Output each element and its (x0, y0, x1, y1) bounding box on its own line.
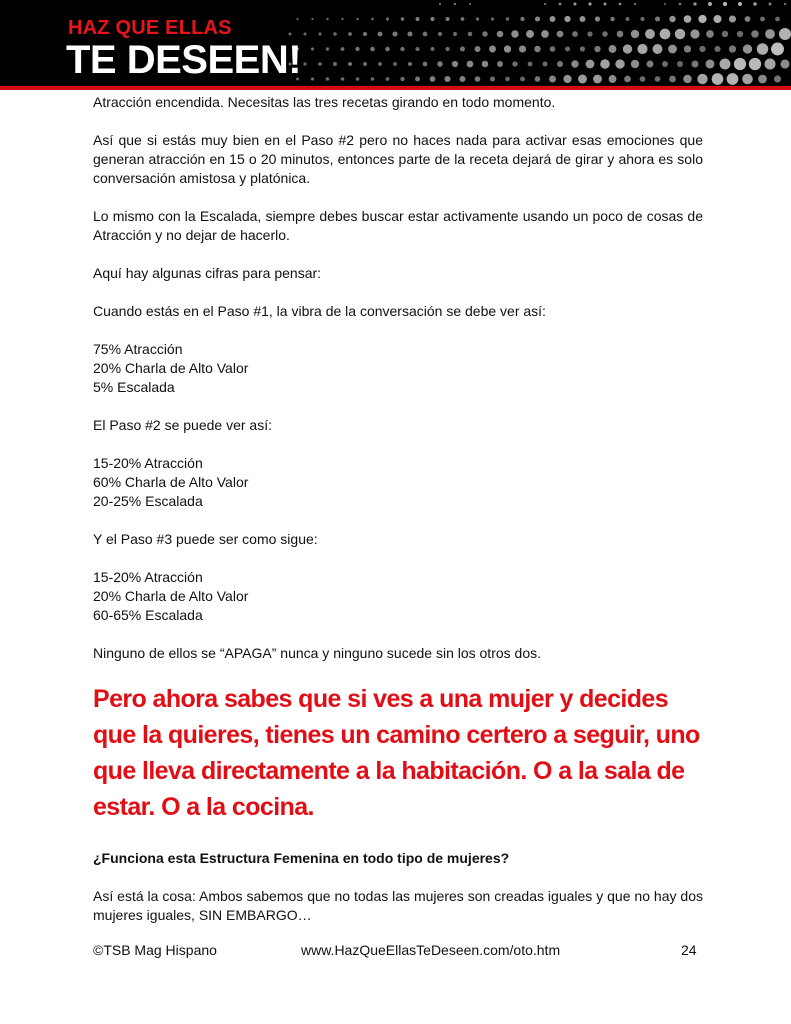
body-paragraph: Lo mismo con la Escalada, siempre debes buscar estar activamente usando un poco de cosas de Atracción y no dejar de hacerlo. (93, 208, 703, 243)
page-number: 24 (681, 942, 697, 958)
body-paragraph: Aquí hay algunas cifras para pensar: (93, 265, 322, 281)
list-item: 20% Charla de Alto Valor (93, 588, 249, 604)
footer-copyright: ©TSB Mag Hispano (93, 942, 217, 958)
list-item: 60% Charla de Alto Valor (93, 474, 249, 490)
brand-title-main: TE DESEEN! (66, 38, 302, 82)
body-paragraph: Y el Paso #3 puede ser como sigue: (93, 531, 318, 547)
step1-breakdown-list (93, 340, 703, 397)
brand-title-top: HAZ QUE ELLAS (68, 17, 232, 39)
section-subheading: ¿Funciona esta Estructura Femenina en todo tipo de mujeres? (93, 850, 510, 866)
step3-breakdown-list (93, 568, 703, 625)
body-paragraph: Ninguno de ellos se “APAGA” nunca y ninguno sucede sin los otros dos. (93, 645, 541, 661)
body-paragraph: Cuando estás en el Paso #1, la vibra de la conversación se debe ver así: (93, 303, 546, 319)
body-paragraph: El Paso #2 se puede ver así: (93, 417, 272, 433)
body-paragraph: Así que si estás muy bien en el Paso #2 pero no haces nada para activar esas emociones que generan atracción en 15 o 20 minutos, entonces parte de la receta dejará de girar y ahora es solo conversación amistosa y platónica. (93, 132, 703, 186)
body-paragraph: Atracción encendida. Necesitas las tres recetas girando en todo momento. (93, 94, 556, 110)
list-item: 60-65% Escalada (93, 607, 203, 623)
step2-breakdown-list (93, 454, 703, 511)
list-item: 15-20% Atracción (93, 569, 203, 585)
highlight-callout: Pero ahora sabes que si ves a una mujer y decides que la quieres, tienes un camino certero a seguir, uno que lleva directamente a la habitación. O a la sala de estar. O a la cocina. (93, 685, 700, 821)
page-header-banner (0, 0, 791, 86)
list-item: 20-25% Escalada (93, 493, 203, 509)
list-item: 15-20% Atracción (93, 455, 203, 471)
footer-url: www.HazQueEllasTeDeseen.com/oto.htm (301, 942, 561, 958)
list-item: 5% Escalada (93, 379, 175, 395)
list-item: 20% Charla de Alto Valor (93, 360, 249, 376)
header-divider (0, 86, 791, 90)
page-body (93, 93, 703, 925)
body-paragraph: Así está la cosa: Ambos sabemos que no todas las mujeres son creadas iguales y que no hay dos mujeres iguales, SIN EMBARGO… (93, 888, 703, 923)
list-item: 75% Atracción (93, 341, 183, 357)
